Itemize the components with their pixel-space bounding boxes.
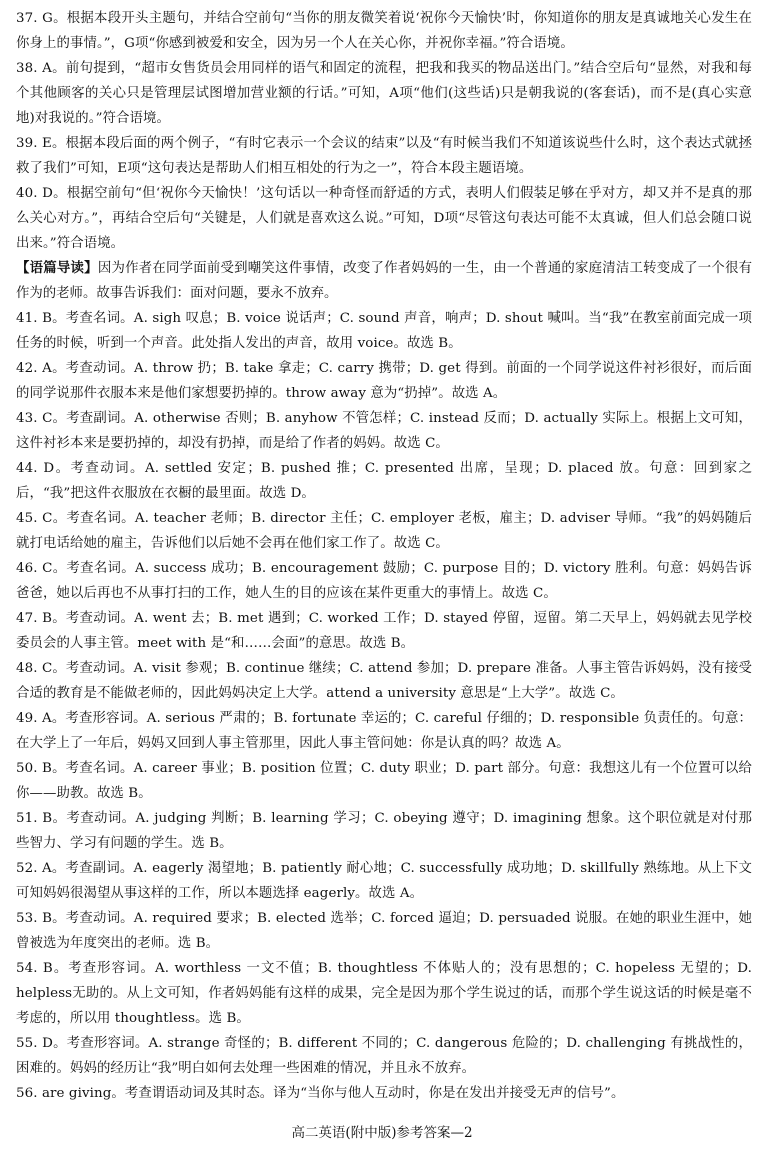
page-footer: 高二英语(附中版)参考答案—2 [291,1125,473,1141]
answer-46: 46. C。考查名词。A. success 成功；B. encouragement 鼓励；C. purpose 目的；D. victory 胜利。句意：妈妈告诉爸爸，她以后再也不从事打扫的工作，她人生的目的应该在某件更重大的事情上。故选 C。 [16,561,752,601]
answer-52: 52. A。考查副词。A. eagerly 渴望地；B. patiently 耐心地；C. successfully 成功地；D. skillfully 熟练地。从上下文可知妈妈很渴望从事这样的工作，所以本题选择 eagerly。故选 A。 [16,861,752,901]
answer-38: 38. A。前句提到，“超市女售货员会用同样的语气和固定的流程，把我和我买的物品送出门。”结合空后句“显然，对我和每个其他顾客的关心只是管理层试图增加营业额的行话。”可知，A项“他们(这些话)只是朝我说的(客套话)，而不是(真心实意地)对我说的。”符合语境。 [16,61,753,126]
guide-label: 【语篇导读】 [16,261,98,276]
answer-37: 37. G。根据本段开头主题句，并结合空前句“当你的朋友微笑着说‘祝你今天愉快’时，你知道你的朋友是真诚地关心发生在你身上的事情。”，G项“你感到被爱和安全，因为另一个人在关心你，并祝你幸福。”符合语境。 [16,11,752,51]
guide-text: 因为作者在同学面前受到嘲笑这件事情，改变了作者妈妈的一生，由一个普通的家庭清洁工转变成了一个很有作为的老师。故事告诉我们：面对问题，要永不放弃。 [16,261,753,301]
answer-51: 51. B。考查动词。A. judging 判断；B. learning 学习；C. obeying 遵守；D. imagining 想象。这个职位就是对付那些智力、学习有问题的学生。选 B。 [16,811,752,851]
answer-45: 45. C。考查名词。A. teacher 老师；B. director 主任；C. employer 老板，雇主；D. adviser 导师。“我”的妈妈随后就打电话给她的雇主，告诉他们以后她不会再在他们家工作了。故选 C。 [16,511,752,551]
answer-40: 40. D。根据空前句“但‘祝你今天愉快！’这句话以一种奇怪而舒适的方式，表明人们假装足够在乎对方，却又并不是真的那么关心对方。”，再结合空后句“关键是，人们就是喜欢这么说。”可知，D项“尽管这句表达可能不太真诚，但人们总会随口说出来。”符合语境。 [16,186,752,251]
answer-49: 49. A。考查形容词。A. serious 严肃的；B. fortunate 幸运的；C. careful 仔细的；D. responsible 负责任的。句意：在大学上了一年后，妈妈又回到人事主管那里，因此人事主管问她：你是认真的吗？故选 A。 [16,711,752,751]
answer-55: 55. D。考查形容词。A. strange 奇怪的；B. different 不同的；C. dangerous 危险的；D. challenging 有挑战性的，困难的。妈妈的经历让“我”明白如何去处理一些困难的情况，并且永不放弃。 [16,1036,752,1076]
discourse-guide [16,256,752,306]
answer-39: 39. E。根据本段后面的两个例子，“有时它表示一个会议的结束”以及“有时候当我们不知道该说些什么时，这个表达式就拯救了我们”可知，E项“这句表达是帮助人们相互相处的行为之一”，符合本段主题语境。 [16,136,752,176]
answer-53: 53. B。考查动词。A. required 要求；B. elected 选举；C. forced 逼迫；D. persuaded 说服。在她的职业生涯中，她曾被选为年度突出的老师。选 B。 [16,911,752,951]
answer-44: 44. D。考查动词。A. settled 安定；B. pushed 推；C. presented 出席，呈现；D. placed 放。句意：回到家之后，“我”把这件衣服放在衣橱的最里面。故选 D。 [16,461,752,501]
answers-37-40 [16,6,752,256]
answer-50: 50. B。考查名词。A. career 事业；B. position 位置；C. duty 职业；D. part 部分。句意：我想这儿有一个位置可以给你——助教。故选 B。 [16,761,752,801]
answers-41-56 [16,306,752,1106]
answer-47: 47. B。考查动词。A. went 去；B. met 遇到；C. worked 工作；D. stayed 停留，逗留。第二天早上，妈妈就去见学校委员会的人事主管。meet with 是“和……会面”的意思。故选 B。 [16,611,752,651]
answer-42: 42. A。考查动词。A. throw 扔；B. take 拿走；C. carry 携带；D. get 得到。前面的一个同学说这件衬衫很好，而后面的同学说那件衣服本来是他们家想要扔掉的。throw away 意为“扔掉”。故选 A。 [16,361,752,401]
answer-56: 56. are giving。考查谓语动词及其时态。译为“当你与他人互动时，你是在发出并接受无声的信号”。 [16,1086,625,1101]
answer-43: 43. C。考查副词。A. otherwise 否则；B. anyhow 不管怎样；C. instead 反而；D. actually 实际上。根据上文可知，这件衬衫本来是要扔掉的，却没有扔掉，而是给了作者的妈妈。故选 C。 [16,411,752,451]
answer-48: 48. C。考查动词。A. visit 参观；B. continue 继续；C. attend 参加；D. prepare 准备。人事主管告诉妈妈，没有接受合适的教育是不能做老师的，因此妈妈决定上大学。attend a university 意思是“上大学”。故选 C。 [16,661,752,701]
answer-54: 54. B。考查形容词。A. worthless 一文不值；B. thoughtless 不体贴人的；没有思想的；C. hopeless 无望的；D. helpless无助的。从上文可知，作者妈妈能有这样的成果，完全是因为那个学生说过的话，而那个学生说这话的时候是毫不考虑的，所以用 thoughtless。选 B。 [16,961,752,1026]
answer-41: 41. B。考查名词。A. sigh 叹息；B. voice 说话声；C. sound 声音，响声；D. shout 喊叫。当“我”在教室前面完成一项任务的时候，听到一个声音。此处指人发出的声音，故用 voice。故选 B。 [16,311,752,351]
